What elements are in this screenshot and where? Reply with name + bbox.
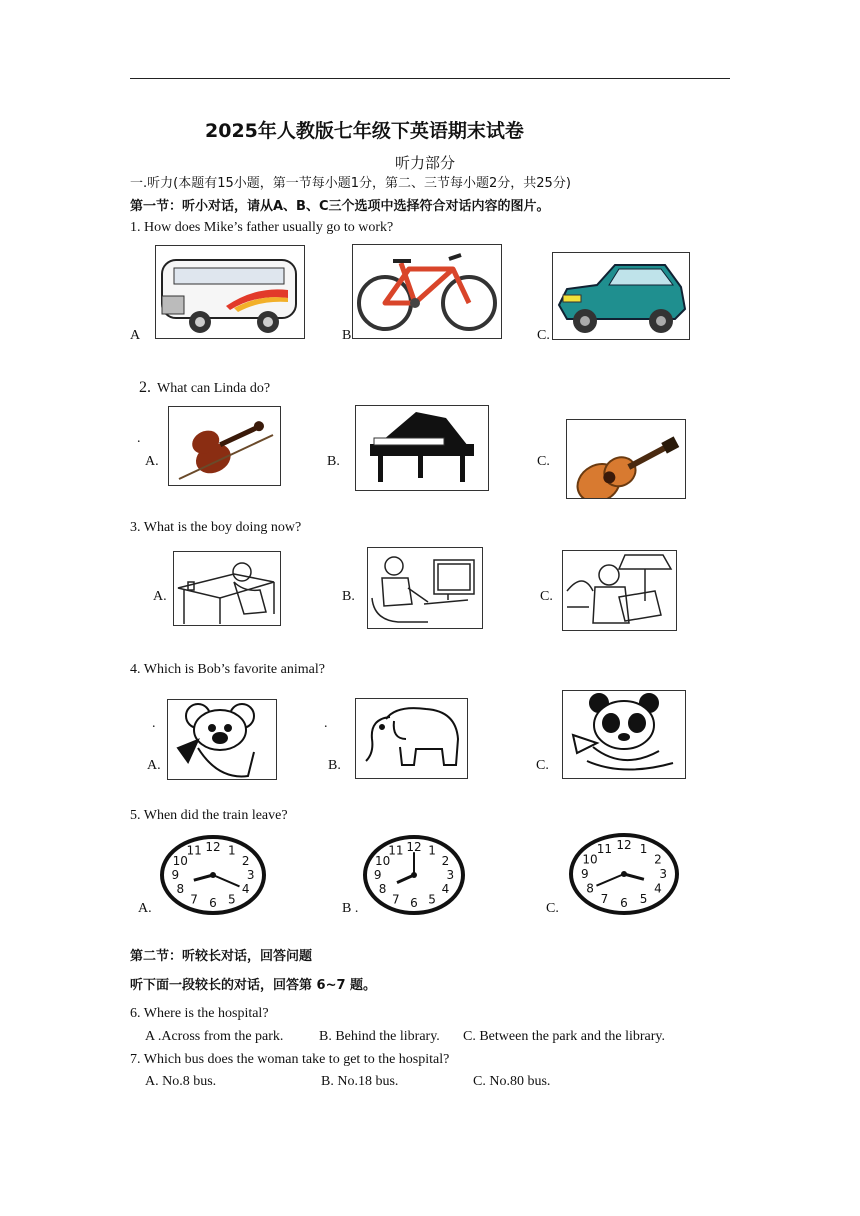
q4-option-b-label: B. bbox=[328, 758, 341, 773]
clock-numeral: 12 bbox=[616, 838, 632, 853]
q4-option-a-label: A. bbox=[147, 758, 161, 773]
clock-numeral: 10 bbox=[172, 853, 188, 868]
q4-option-c-label: C. bbox=[536, 758, 549, 773]
q7-text: 7. Which bus does the woman take to get to the hospital? bbox=[130, 1052, 450, 1067]
clock-center bbox=[411, 872, 417, 878]
q4-dot-2: . bbox=[324, 716, 328, 731]
clock-numeral: 3 bbox=[446, 868, 455, 882]
q5-text: 5. When did the train leave? bbox=[130, 808, 288, 823]
clock-numeral: 6 bbox=[209, 896, 217, 911]
clock-numeral: 7 bbox=[190, 892, 198, 907]
q6-option-c: C. Between the park and the library. bbox=[463, 1029, 666, 1044]
clock-numeral: 1 bbox=[228, 843, 236, 858]
q1-option-c-label: C. bbox=[537, 328, 550, 343]
q2-text: What can Linda do? bbox=[157, 381, 271, 396]
section2-instruction: 听下面一段较长的对话，回答第 6~7 题。 bbox=[130, 978, 377, 993]
clock-numeral: 4 bbox=[654, 881, 662, 896]
clock-numeral: 5 bbox=[639, 891, 648, 906]
clock-numeral: 8 bbox=[176, 882, 185, 897]
clock-numeral: 12 bbox=[205, 839, 221, 854]
section-subtitle: 听力部分 bbox=[395, 154, 456, 172]
clock-numeral: 9 bbox=[373, 868, 382, 882]
q3-option-c-label: C. bbox=[540, 589, 553, 604]
clock-numeral: 7 bbox=[600, 891, 609, 906]
page-title: 2025年人教版七年级下英语期末试卷 bbox=[205, 120, 524, 142]
bus-image bbox=[155, 245, 305, 339]
q1-text: 1. How does Mike’s father usually go to work? bbox=[130, 220, 394, 235]
elephant-image bbox=[355, 698, 468, 779]
violin-image bbox=[168, 406, 281, 486]
clock-numeral: 1 bbox=[639, 842, 648, 857]
clock-numeral: 2 bbox=[241, 853, 250, 868]
q6-text: 6. Where is the hospital? bbox=[130, 1006, 269, 1021]
part1-instruction: 第一节：听小对话，请从A、B、C三个选项中选择符合对话内容的图片。 bbox=[130, 199, 550, 214]
q5-option-c-label: C. bbox=[546, 901, 559, 916]
clock-numeral: 2 bbox=[441, 853, 450, 868]
clock-numeral: 7 bbox=[392, 892, 400, 907]
clock-numeral: 3 bbox=[659, 867, 668, 881]
clock-numeral: 3 bbox=[246, 868, 255, 882]
q6-option-b: B. Behind the library. bbox=[319, 1029, 440, 1044]
q1-option-b-label: B bbox=[342, 328, 352, 343]
clock-numeral: 11 bbox=[388, 843, 404, 858]
car-image bbox=[552, 252, 690, 340]
q7-option-b: B. No.18 bus. bbox=[321, 1074, 399, 1089]
q3-option-b-label: B. bbox=[342, 589, 355, 604]
clock-numeral: 8 bbox=[378, 882, 387, 897]
clock-numeral: 10 bbox=[582, 852, 598, 867]
clock-numeral: 11 bbox=[596, 842, 613, 857]
q7-option-a: A. No.8 bus. bbox=[145, 1074, 217, 1089]
clock-numeral: 6 bbox=[620, 895, 628, 910]
q2-option-b-label: B. bbox=[327, 454, 340, 469]
guitar-image bbox=[566, 419, 686, 499]
q2-dot: . bbox=[137, 431, 141, 446]
clock-numeral: 12 bbox=[406, 839, 422, 854]
boy-computer-image bbox=[367, 547, 483, 629]
q4-text: 4. Which is Bob’s favorite animal? bbox=[130, 662, 325, 677]
boy-reading-image bbox=[562, 550, 677, 631]
q5-option-b-label: B . bbox=[342, 901, 359, 916]
clock-b bbox=[362, 834, 466, 916]
q3-text: 3. What is the boy doing now? bbox=[130, 520, 302, 535]
top-rule bbox=[130, 78, 730, 79]
clock-numeral: 1 bbox=[428, 843, 436, 858]
q2-number: 2. bbox=[139, 379, 151, 396]
clock-numeral: 4 bbox=[441, 882, 450, 897]
q7-option-c: C. No.80 bus. bbox=[473, 1074, 551, 1089]
piano-image bbox=[355, 405, 489, 491]
q1-option-a-label: A bbox=[130, 328, 141, 343]
clock-numeral: 5 bbox=[228, 892, 236, 907]
panda-image bbox=[562, 690, 686, 779]
clock-numeral: 2 bbox=[654, 852, 662, 867]
clock-c bbox=[568, 832, 680, 916]
q2-option-c-label: C. bbox=[537, 454, 550, 469]
clock-numeral: 11 bbox=[186, 843, 202, 858]
boy-writing-image bbox=[173, 551, 281, 626]
q5-option-a-label: A. bbox=[138, 901, 152, 916]
section1-heading: 一.听力(本题有15小题，第一节每小题1分，第二、三节每小题2分，共25分) bbox=[130, 176, 571, 191]
bicycle-image bbox=[352, 244, 502, 339]
clock-center bbox=[210, 872, 216, 878]
clock-numeral: 4 bbox=[241, 882, 250, 897]
q2-option-a-label: A. bbox=[145, 454, 159, 469]
clock-center bbox=[621, 871, 627, 877]
q4-dot-1: . bbox=[152, 716, 156, 731]
clock-numeral: 9 bbox=[580, 867, 589, 881]
clock-numeral: 10 bbox=[374, 853, 391, 868]
clock-numeral: 5 bbox=[428, 892, 436, 907]
q6-option-a: A .Across from the park. bbox=[145, 1029, 284, 1044]
q3-option-a-label: A. bbox=[153, 589, 167, 604]
clock-numeral: 9 bbox=[171, 868, 180, 882]
clock-a bbox=[159, 834, 267, 916]
koala-image bbox=[167, 699, 277, 780]
clock-numeral: 8 bbox=[586, 881, 594, 896]
clock-numeral: 6 bbox=[410, 896, 418, 911]
section2-heading: 第二节：听较长对话，回答问题 bbox=[130, 949, 313, 964]
